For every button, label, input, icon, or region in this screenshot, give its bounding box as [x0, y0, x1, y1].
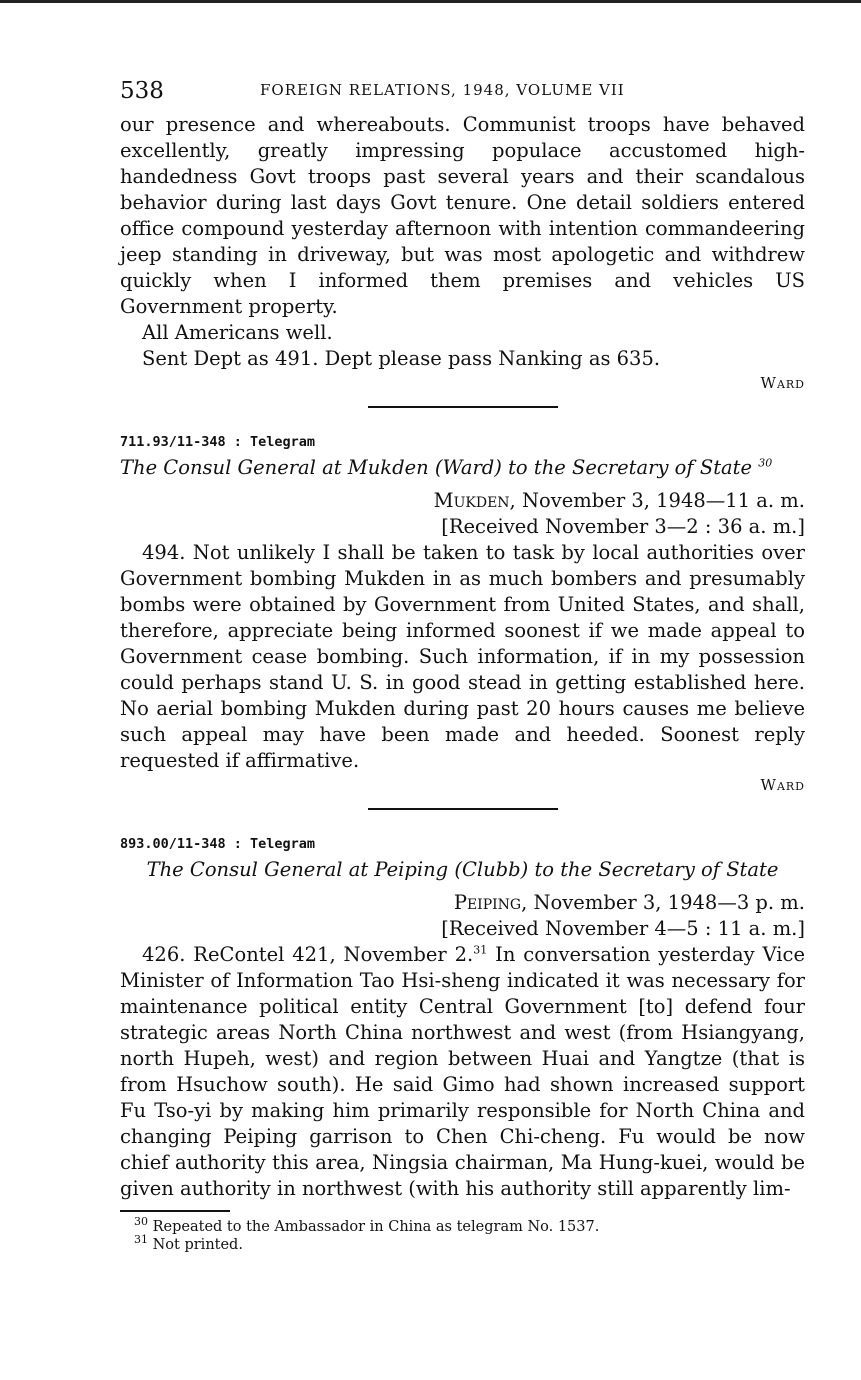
body-paragraph: All Americans well.: [142, 321, 333, 344]
signature: Ward: [760, 776, 805, 794]
telegram-continued: [120, 112, 805, 392]
dateline: [120, 890, 805, 916]
footnote-text: Not printed.: [152, 1237, 243, 1253]
telegram-mukden: [120, 434, 805, 794]
footnote-text: Repeated to the Ambassador in China as telegram No. 1537.: [152, 1219, 600, 1235]
dateline: [120, 488, 805, 514]
footnote-rule: [120, 1210, 230, 1212]
document-page: [120, 72, 805, 1254]
document-title: [120, 454, 805, 482]
body-paragraph: our presence and whereabouts. Communist troops have behaved excellently, greatly impressing populace accustomed high-handedness Govt troops past several years and their scandalous behavior during last days Govt tenure. One detail soldiers entered office compound yesterday afternoon with intention commandeering jeep standing in driveway, but was most apologetic and withdrew quickly when I informed them premises and vehicles US Government property.: [120, 113, 805, 318]
dateline-date: , November 3, 1948—11 a. m.: [509, 489, 805, 512]
dateline-date: , November 3, 1948—3 p. m.: [521, 891, 805, 914]
body-rest: In conversation yesterday Vice Minister of Information Tao Hsi-sheng indicated it was necessary for maintenance political entity Central Government [to] defend four strategic areas North China northwest and west (from Hsiangyang, north Hupeh, west) and region between Huai and Yangtze (that is from Hsuchow south). He said Gimo had shown increased support Fu Tso-yi by making him primarily responsible for North China and changing Peiping garrison to Chen Chi-cheng. Fu would be now chief authority this area, Ningsia chairman, Ma Hung-kuei, would be given authority in northwest (with his authority still apparently lim-: [120, 943, 805, 1200]
footnote: [120, 1215, 805, 1236]
received-line: [Received November 4—5 : 11 a. m.]: [441, 917, 805, 940]
section-divider: [368, 808, 558, 810]
body-start: 426. ReContel 421, November 2.: [142, 943, 474, 966]
telegram-peiping: [120, 836, 805, 1202]
page-number: 538: [120, 78, 164, 104]
footnote-mark: 30: [134, 1215, 148, 1229]
footnote: [120, 1233, 805, 1254]
title-text: The Consul General at Mukden (Ward) to the Secretary of State: [120, 456, 753, 479]
body-paragraph: 494. Not unlikely I shall be taken to task by local authorities over Government bombing Mukden in as much bombers and presumably bombs were obtained by Government from United States, and shall, therefore, appreciate being informed soonest if we made appeal to Government cease bombing. Such information, if in my possession could perhaps stand U. S. in good stead in getting established here. No aerial bombing Mukden during past 20 hours causes me believe such appeal may have been made and heeded. Soonest reply requested if affirmative.: [120, 541, 805, 772]
page-header: [120, 72, 805, 112]
signature: Ward: [760, 374, 805, 392]
file-reference: 711.93/11-348 : Telegram: [120, 434, 316, 450]
footnotes: [120, 1215, 805, 1254]
document-title: The Consul General at Peiping (Clubb) to the Secretary of State: [146, 858, 779, 881]
top-border-line: [0, 0, 861, 3]
footnote-mark: 31: [134, 1233, 148, 1247]
section-divider: [368, 406, 558, 408]
footnote-marker: 31: [473, 943, 488, 957]
body-paragraph: Sent Dept as 491. Dept please pass Nanking as 635.: [142, 347, 661, 370]
dateline-place: Mukden: [433, 489, 510, 512]
received-line: [Received November 3—2 : 36 a. m.]: [441, 515, 805, 538]
body-paragraph: [120, 942, 805, 1202]
file-reference: 893.00/11-348 : Telegram: [120, 836, 316, 852]
footnote-marker: 30: [758, 456, 773, 470]
dateline-place: Peiping: [453, 891, 522, 914]
running-title: FOREIGN RELATIONS, 1948, VOLUME VII: [260, 81, 625, 99]
